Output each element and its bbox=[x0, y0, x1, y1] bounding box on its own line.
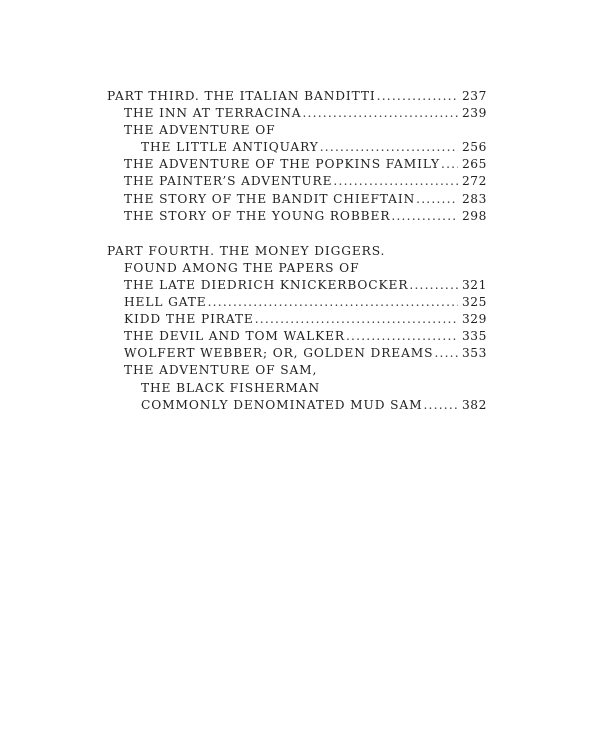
dot-leader bbox=[302, 105, 457, 122]
toc-entry bbox=[107, 260, 487, 277]
toc-entry-page-number: 329 bbox=[461, 312, 487, 327]
toc-entry-page-number: 239 bbox=[461, 106, 487, 121]
toc-entry-page-number: 335 bbox=[461, 329, 487, 344]
toc-entry-page-number: 272 bbox=[461, 174, 487, 189]
toc-entry-page-number: 283 bbox=[461, 191, 487, 206]
toc-entry-title: WOLFERT WEBBER; OR, GOLDEN DREAMS bbox=[124, 346, 434, 361]
toc-entry bbox=[107, 122, 487, 139]
toc-entry bbox=[107, 208, 487, 225]
toc-entry-page-number: 256 bbox=[461, 140, 487, 155]
dot-leader bbox=[416, 191, 458, 208]
toc-entry bbox=[107, 173, 487, 190]
toc-entry-title: PART FOURTH. THE MONEY DIGGERS. bbox=[107, 243, 386, 258]
dot-leader bbox=[441, 156, 458, 173]
dot-leader bbox=[255, 311, 458, 328]
dot-leader bbox=[409, 277, 458, 294]
toc-entry bbox=[107, 362, 487, 379]
toc-entry-title: THE ADVENTURE OF SAM, bbox=[124, 363, 318, 378]
toc-entry-title: COMMONLY DENOMINATED MUD SAM bbox=[141, 397, 423, 412]
toc-entry-title: THE STORY OF THE BANDIT CHIEFTAIN bbox=[124, 191, 416, 206]
toc-entry-title: KIDD THE PIRATE bbox=[124, 312, 254, 327]
dot-leader bbox=[333, 173, 458, 190]
toc-entry-page-number: 325 bbox=[461, 295, 487, 310]
toc-entry-title: THE LITTLE ANTIQUARY bbox=[141, 140, 319, 155]
toc-entry bbox=[107, 156, 487, 173]
dot-leader bbox=[423, 397, 457, 414]
toc-entry-title: THE STORY OF THE YOUNG ROBBER bbox=[124, 208, 391, 223]
toc-entry bbox=[107, 294, 487, 311]
dot-leader bbox=[208, 294, 458, 311]
toc-entry bbox=[107, 380, 487, 397]
dot-leader bbox=[346, 328, 458, 345]
toc-entry-page-number: 382 bbox=[461, 397, 487, 412]
toc-entry-page-number: 237 bbox=[461, 89, 487, 103]
toc-entry bbox=[107, 397, 487, 414]
dot-leader bbox=[377, 88, 458, 105]
toc-entry-title: PART THIRD. THE ITALIAN BANDITTI bbox=[107, 89, 376, 103]
toc-entry-title: FOUND AMONG THE PAPERS OF bbox=[124, 260, 360, 275]
toc-entry bbox=[107, 139, 487, 156]
toc-entry-page-number: 353 bbox=[461, 346, 487, 361]
toc-entry-title: THE DEVIL AND TOM WALKER bbox=[124, 329, 345, 344]
dot-leader bbox=[391, 208, 458, 225]
toc-entry-title: THE ADVENTURE OF bbox=[124, 123, 276, 138]
toc-entry-title: THE BLACK FISHERMAN bbox=[141, 380, 321, 395]
toc-entry bbox=[107, 328, 487, 345]
toc-section bbox=[107, 88, 487, 225]
toc-entry-page-number: 265 bbox=[461, 157, 487, 172]
toc-entry-page-number: 321 bbox=[461, 277, 487, 292]
toc-entry-title: THE ADVENTURE OF THE POPKINS FAMILY bbox=[124, 157, 440, 172]
dot-leader bbox=[320, 139, 458, 156]
toc-entry bbox=[107, 191, 487, 208]
toc-entry-title: THE LATE DIEDRICH KNICKERBOCKER bbox=[124, 277, 409, 292]
toc-section bbox=[107, 243, 487, 414]
toc-entry bbox=[107, 105, 487, 122]
toc-entry bbox=[107, 345, 487, 362]
toc-entry bbox=[107, 243, 487, 260]
toc-entry-title: THE PAINTER’S ADVENTURE bbox=[124, 174, 333, 189]
dot-leader bbox=[434, 345, 458, 362]
toc-entry-title: HELL GATE bbox=[124, 295, 207, 310]
toc-entry bbox=[107, 88, 487, 105]
toc-entry-page-number: 298 bbox=[461, 208, 487, 223]
table-of-contents bbox=[107, 88, 487, 414]
toc-entry bbox=[107, 311, 487, 328]
toc-entry bbox=[107, 277, 487, 294]
toc-entry-title: THE INN AT TERRACINA bbox=[124, 106, 302, 121]
